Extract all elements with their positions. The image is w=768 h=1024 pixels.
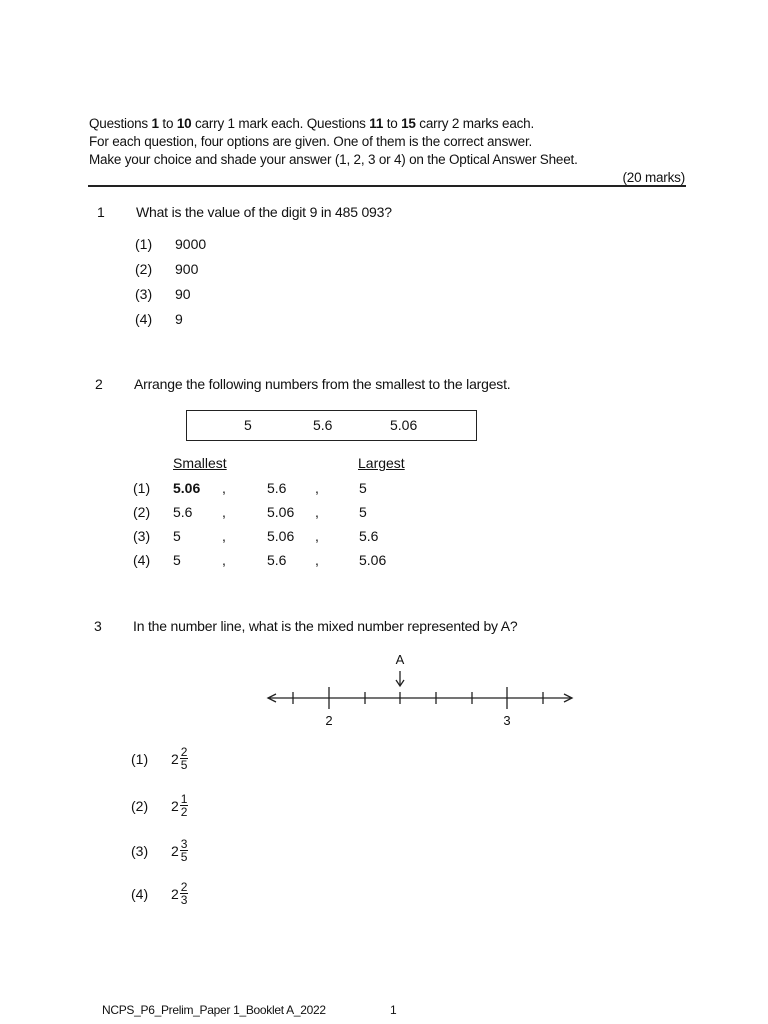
header-smallest: Smallest: [173, 455, 227, 471]
q3-option-4[interactable]: (4) 2 2 3: [131, 880, 188, 907]
q1-option-2[interactable]: (2) 900: [135, 261, 199, 277]
instructions: [89, 115, 685, 187]
q3-option-1[interactable]: (1) 2 2 5: [131, 745, 188, 772]
q3-text: In the number line, what is the mixed number represented by A?: [133, 618, 518, 634]
number-line-label-right: 3: [503, 713, 511, 728]
q1-option-4[interactable]: (4) 9: [135, 311, 183, 327]
q2-option-2[interactable]: (2) 5.6 , 5.06 , 5: [133, 504, 367, 520]
number-line-label-left: 2: [325, 713, 333, 728]
mixed-number: 2 1 2: [171, 792, 188, 819]
q3-number: 3: [94, 618, 102, 634]
instruction-line-1: Questions 1 to 10 carry 1 mark each. Questions 11 to 15 carry 2 marks each.: [89, 116, 535, 131]
q2-option-1[interactable]: (1) 5.06 , 5.6 , 5: [133, 480, 367, 496]
box-value-3: 5.06: [390, 417, 418, 433]
q2-option-4[interactable]: (4) 5 , 5.6 , 5.06: [133, 552, 387, 568]
mixed-number: 2 3 5: [171, 837, 188, 864]
total-marks: (20 marks): [622, 170, 685, 185]
footer-code: NCPS_P6_Prelim_Paper 1_Booklet A_2022: [102, 1003, 326, 1017]
header-largest: Largest: [358, 455, 405, 471]
instruction-line-3: Make your choice and shade your answer (1, 2, 3 or 4) on the Optical Answer Sheet.: [89, 152, 578, 167]
q1-option-1[interactable]: (1) 9000: [135, 236, 207, 252]
instruction-line-2: For each question, four options are given. One of them is the correct answer.: [89, 134, 533, 149]
q1-text: What is the value of the digit 9 in 485 093?: [136, 204, 392, 220]
page-number: 1: [390, 1003, 397, 1017]
box-value-2: 5.6: [313, 417, 333, 433]
q1-option-3[interactable]: (3) 90: [135, 286, 191, 302]
q3-option-3[interactable]: (3) 2 3 5: [131, 837, 188, 864]
number-line: [260, 645, 580, 735]
q1-number: 1: [97, 204, 105, 220]
divider-rule: [88, 185, 686, 187]
marker-label: A: [395, 652, 405, 667]
q2-number: 2: [95, 376, 103, 392]
mixed-number: 2 2 3: [171, 880, 188, 907]
q2-number-box: [186, 410, 477, 441]
q2-text: Arrange the following numbers from the smallest to the largest.: [134, 376, 511, 392]
mixed-number: 2 2 5: [171, 745, 188, 772]
box-value-1: 5: [244, 417, 252, 433]
q3-option-2[interactable]: (2) 2 1 2: [131, 792, 188, 819]
q2-option-3[interactable]: (3) 5 , 5.06 , 5.6: [133, 528, 379, 544]
